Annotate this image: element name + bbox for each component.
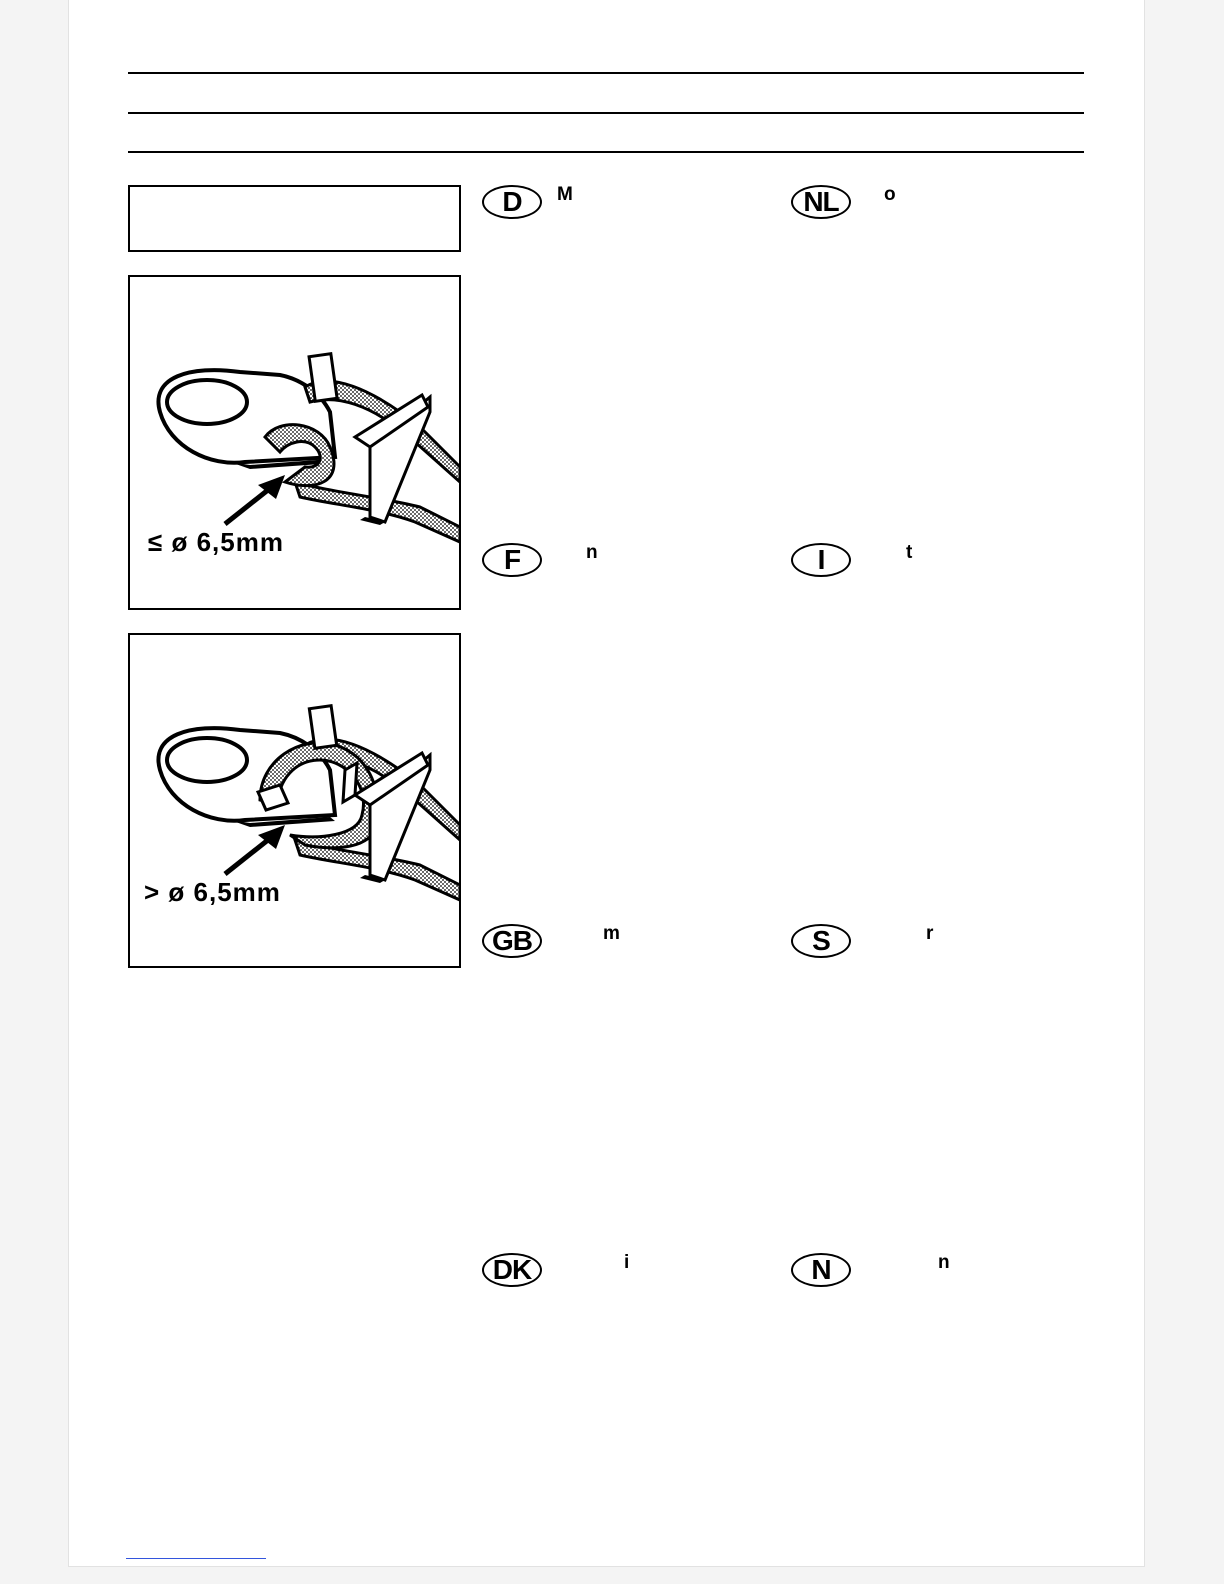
cable-lug-illustration [130, 277, 459, 608]
figure-2-dimension-label: > ø 6,5mm [144, 877, 281, 907]
footer-link-underline[interactable] [126, 1558, 266, 1559]
language-text-dk: i [624, 1252, 630, 1273]
language-badge-n: N [791, 1253, 851, 1287]
language-text-s: r [926, 923, 934, 944]
figure-small-cable [128, 275, 461, 610]
cable-lug-illustration [130, 635, 459, 966]
language-badge-i: I [791, 543, 851, 577]
language-text-d: M [557, 184, 573, 205]
language-badge-nl: NL [791, 185, 851, 219]
language-badge-f: F [482, 543, 542, 577]
language-text-nl: o [884, 184, 896, 205]
language-badge-d: D [482, 185, 542, 219]
title-box [128, 185, 461, 252]
header-rule-top [128, 72, 1084, 74]
language-badge-gb: GB [482, 924, 542, 958]
language-badge-s: S [791, 924, 851, 958]
language-text-gb: m [603, 923, 620, 944]
language-text-f: n [586, 542, 598, 563]
figure-1-dimension-label: ≤ ø 6,5mm [148, 527, 284, 557]
header-rule-bottom [128, 151, 1084, 153]
language-text-n: n [938, 1252, 950, 1273]
figure-large-cable [128, 633, 461, 968]
language-badge-dk: DK [482, 1253, 542, 1287]
header-rule-middle [128, 112, 1084, 114]
language-text-i: t [906, 542, 913, 563]
